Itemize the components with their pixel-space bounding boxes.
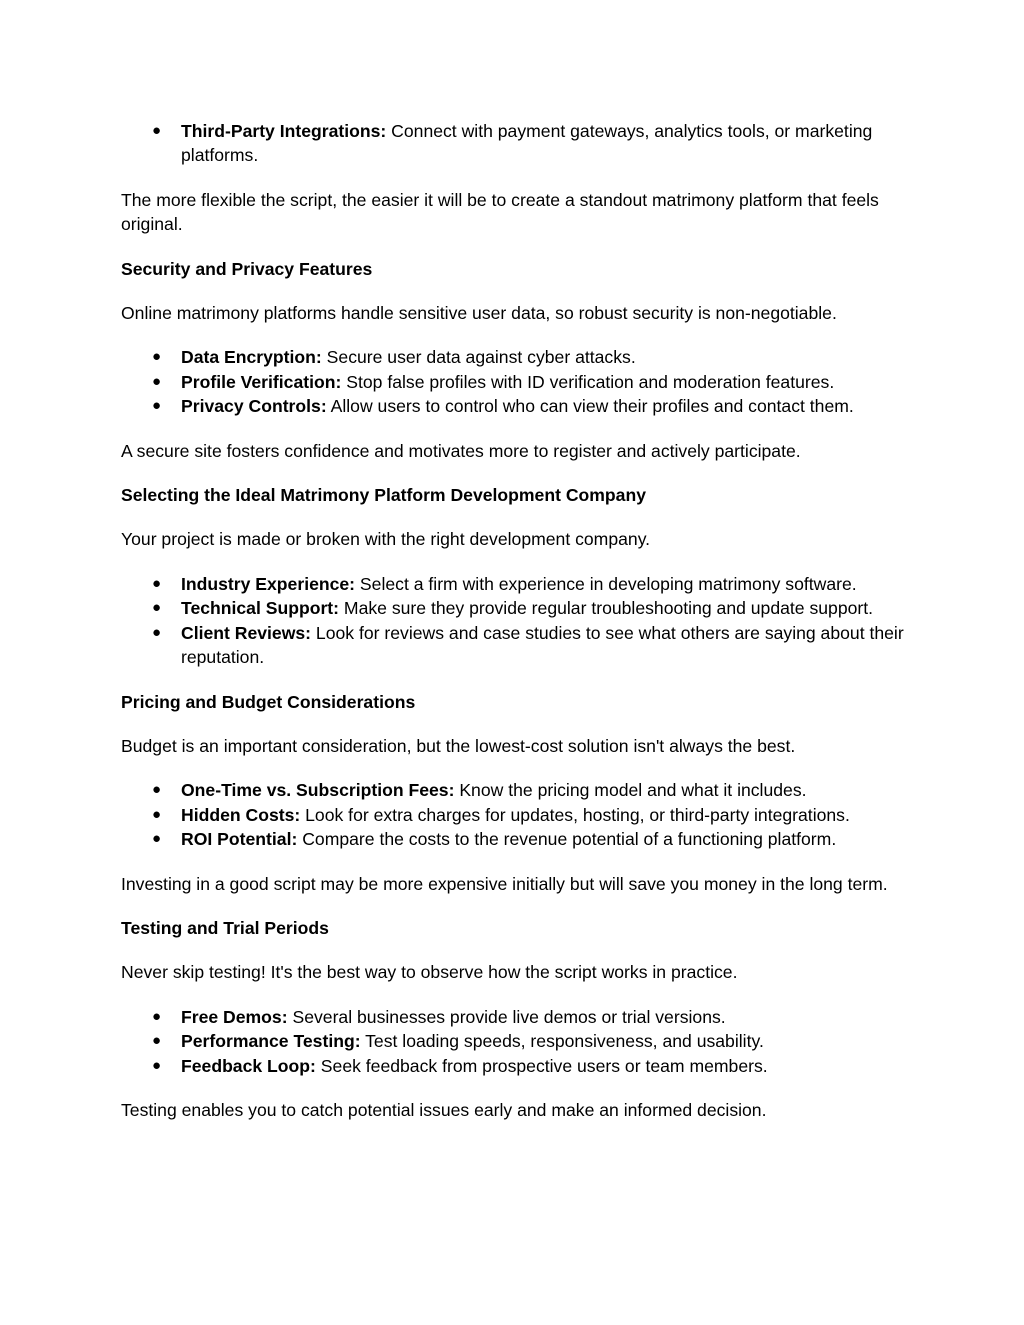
bullet-icon: ● <box>152 781 162 799</box>
list-item <box>121 621 911 670</box>
list-item <box>121 827 911 851</box>
document-page <box>121 119 911 1142</box>
list-item-text: Test loading speeds, responsiveness, and usability. <box>360 1031 764 1052</box>
paragraph: The more flexible the script, the easier it will be to create a standout matrimony platform that feels original. <box>121 189 879 235</box>
section-heading: Testing and Trial Periods <box>121 917 329 938</box>
list-item-term: Technical Support: <box>181 598 340 619</box>
bullet-list-integrations <box>121 119 911 168</box>
list-item-text: Look for reviews and case studies to see what others are saying about their reputation. <box>181 622 904 668</box>
bullet-icon: ● <box>152 1007 162 1025</box>
list-item-term: Profile Verification: <box>181 371 342 392</box>
section-heading: Security and Privacy Features <box>121 258 373 279</box>
list-item <box>121 119 911 168</box>
bullet-list-testing <box>121 1005 911 1078</box>
list-item-term: Data Encryption: <box>181 347 322 368</box>
section-heading: Selecting the Ideal Matrimony Platform Development Company <box>121 485 646 506</box>
list-item <box>121 572 911 596</box>
list-item-term: Performance Testing: <box>181 1031 361 1052</box>
list-item-text: Stop false profiles with ID verification and moderation features. <box>341 371 835 392</box>
bullet-icon: ● <box>152 397 162 415</box>
bullet-icon: ● <box>152 372 162 390</box>
list-item-term: ROI Potential: <box>181 829 298 850</box>
list-item-text: Several businesses provide live demos or trial versions. <box>287 1006 726 1027</box>
list-item-text: Secure user data against cyber attacks. <box>321 347 636 368</box>
section-heading: Pricing and Budget Considerations <box>121 691 416 712</box>
list-item <box>121 596 911 620</box>
list-item-term: One-Time vs. Subscription Fees: <box>181 780 455 801</box>
list-item-term: Privacy Controls: <box>181 396 327 417</box>
list-item <box>121 778 911 802</box>
bullet-icon: ● <box>152 830 162 848</box>
paragraph: A secure site fosters confidence and motivates more to register and actively participate. <box>121 440 801 461</box>
list-item-term: Third-Party Integrations: <box>181 121 387 141</box>
list-item-term: Feedback Loop: <box>181 1055 316 1076</box>
list-item <box>121 803 911 827</box>
bullet-icon: ● <box>152 1056 162 1074</box>
list-item-text: Allow users to control who can view their profiles and contact them. <box>326 396 854 417</box>
list-item-term: Client Reviews: <box>181 622 312 643</box>
bullet-icon: ● <box>152 122 162 139</box>
paragraph: Never skip testing! It's the best way to observe how the script works in practice. <box>121 962 738 983</box>
bullet-icon: ● <box>152 348 162 366</box>
list-item-text: Compare the costs to the revenue potential of a functioning platform. <box>297 829 837 850</box>
list-item-text: Look for extra charges for updates, hosting, or third-party integrations. <box>300 804 850 825</box>
paragraph: Your project is made or broken with the right development company. <box>121 529 651 550</box>
bullet-list-pricing <box>121 778 911 851</box>
bullet-icon: ● <box>152 574 162 592</box>
list-item <box>121 394 911 418</box>
list-item-text: Make sure they provide regular troubleshooting and update support. <box>339 598 874 619</box>
list-item <box>121 1029 911 1053</box>
list-item-term: Hidden Costs: <box>181 804 301 825</box>
list-item-text: Seek feedback from prospective users or team members. <box>315 1055 768 1076</box>
bullet-icon: ● <box>152 1032 162 1050</box>
paragraph: Budget is an important consideration, but the lowest-cost solution isn't always the best. <box>121 735 796 756</box>
paragraph: Online matrimony platforms handle sensitive user data, so robust security is non-negotiable. <box>121 303 837 324</box>
bullet-list-company <box>121 572 911 670</box>
list-item <box>121 1054 911 1078</box>
bullet-icon: ● <box>152 623 162 641</box>
list-item-term: Industry Experience: <box>181 573 356 594</box>
bullet-icon: ● <box>152 805 162 823</box>
paragraph: Investing in a good script may be more expensive initially but will save you money in the long term. <box>121 873 888 894</box>
list-item <box>121 1005 911 1029</box>
list-item-text: Know the pricing model and what it includes. <box>454 780 807 801</box>
list-item <box>121 345 911 369</box>
list-item-term: Free Demos: <box>181 1006 288 1027</box>
bullet-list-security <box>121 345 911 418</box>
list-item-text: Connect with payment gateways, analytics tools, or marketing platforms. <box>181 121 873 166</box>
list-item <box>121 370 911 394</box>
list-item-text: Select a firm with experience in developing matrimony software. <box>355 573 857 594</box>
bullet-icon: ● <box>152 599 162 617</box>
paragraph: Testing enables you to catch potential issues early and make an informed decision. <box>121 1099 767 1120</box>
